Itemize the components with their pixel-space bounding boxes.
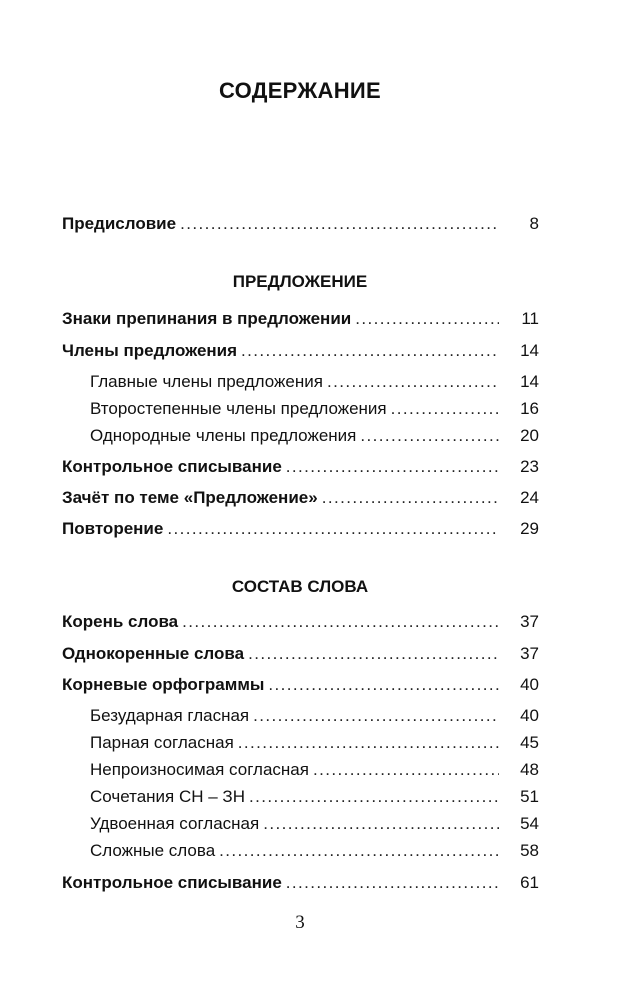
dot-leader	[241, 341, 499, 361]
toc-entry-page: 37	[520, 644, 539, 663]
toc-subentry[interactable]	[90, 814, 539, 836]
toc-entry-page: 54	[520, 814, 539, 833]
dot-leader	[248, 644, 499, 664]
toc-entry-label: Удвоенная согласная	[90, 814, 260, 833]
page-title: СОДЕРЖАНИЕ	[218, 78, 382, 103]
toc-entry-page: 51	[520, 787, 539, 806]
toc-entry-label: Однокоренные слова	[62, 644, 245, 663]
dot-leader	[286, 873, 499, 893]
toc-entry-label: Однородные члены предложения	[90, 426, 357, 445]
toc-entry-label: Сочетания СН – ЗН	[90, 787, 245, 806]
dot-leader	[253, 706, 499, 726]
toc-subentry[interactable]	[90, 399, 539, 421]
toc-entry[interactable]	[62, 675, 539, 697]
toc-subentry[interactable]	[90, 372, 539, 394]
toc-entry-label: Парная согласная	[90, 733, 234, 752]
section-heading-sentence: ПРЕДЛОЖЕНИЕ	[232, 272, 368, 291]
section-heading-word-structure: СОСТАВ СЛОВА	[231, 577, 369, 596]
toc-subentry[interactable]	[90, 760, 539, 782]
toc-entry-page: 14	[520, 372, 539, 391]
toc-entry-page: 8	[529, 214, 539, 233]
toc-entry-page: 24	[520, 488, 539, 507]
dot-leader	[219, 841, 499, 861]
dot-leader	[167, 519, 499, 539]
toc-entry-label: Корень слова	[62, 612, 179, 631]
toc-entry-label: Второстепенные члены предложения	[90, 399, 387, 418]
toc-entry-page: 58	[520, 841, 539, 860]
toc-subentry[interactable]	[90, 706, 539, 728]
page-number: 3	[295, 912, 305, 933]
toc-entry-page: 40	[520, 706, 539, 725]
toc-entry-label: Непроизносимая согласная	[90, 760, 309, 779]
toc-entry-preface[interactable]	[62, 214, 539, 236]
toc-entry[interactable]	[62, 644, 539, 666]
toc-entry-page: 37	[520, 612, 539, 631]
dot-leader	[327, 372, 499, 392]
toc-entry-page: 29	[520, 519, 539, 538]
toc-entry-page: 23	[520, 457, 539, 476]
toc-entry[interactable]	[62, 873, 539, 895]
toc-entry[interactable]	[62, 341, 539, 363]
dot-leader	[313, 760, 499, 780]
toc-entry-label: Предисловие	[62, 214, 177, 233]
toc-entry-page: 40	[520, 675, 539, 694]
dot-leader	[286, 457, 499, 477]
toc-entry[interactable]	[62, 519, 539, 541]
toc-entry[interactable]	[62, 612, 539, 634]
dot-leader	[355, 309, 499, 329]
dot-leader	[268, 675, 499, 695]
toc-entry-label: Члены предложения	[62, 341, 238, 360]
toc-entry-page: 45	[520, 733, 539, 752]
toc-subentry[interactable]	[90, 841, 539, 863]
toc-entry-label: Знаки препинания в предложении	[62, 309, 352, 328]
toc-subentry[interactable]	[90, 426, 539, 448]
toc-entry-label: Контрольное списывание	[62, 457, 282, 476]
toc-entry-page: 48	[520, 760, 539, 779]
dot-leader	[249, 787, 499, 807]
toc-subentry[interactable]	[90, 787, 539, 809]
toc-entry-page: 14	[520, 341, 539, 360]
toc-entry-page: 16	[520, 399, 539, 418]
toc-entry-label: Безударная гласная	[90, 706, 250, 725]
dot-leader	[322, 488, 499, 508]
dot-leader	[238, 733, 499, 753]
dot-leader	[360, 426, 499, 446]
toc-entry-page: 61	[520, 873, 539, 892]
dot-leader	[182, 612, 499, 632]
toc-entry[interactable]	[62, 457, 539, 479]
toc-entry-label: Повторение	[62, 519, 164, 538]
toc-entry-page: 11	[521, 309, 539, 328]
toc-entry-page: 20	[520, 426, 539, 445]
toc-entry-label: Контрольное списывание	[62, 873, 282, 892]
toc-entry[interactable]	[62, 488, 539, 510]
dot-leader	[391, 399, 499, 419]
toc-entry-label: Зачёт по теме «Предложение»	[62, 488, 318, 507]
dot-leader	[180, 214, 499, 234]
toc-entry[interactable]	[62, 309, 539, 331]
toc-entry-label: Главные члены предложения	[90, 372, 323, 391]
toc-entry-label: Корневые орфограммы	[62, 675, 265, 694]
toc-subentry[interactable]	[90, 733, 539, 755]
dot-leader	[263, 814, 499, 834]
toc-entry-label: Сложные слова	[90, 841, 216, 860]
